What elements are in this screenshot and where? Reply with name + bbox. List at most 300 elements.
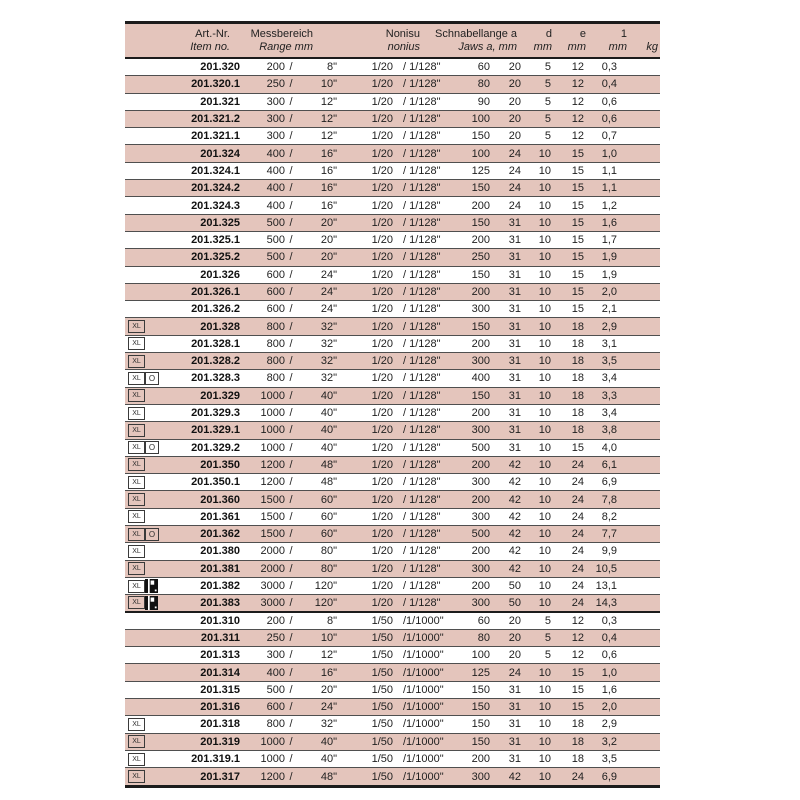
kg-cell: 9,9	[601, 545, 617, 558]
e-cell: 10	[538, 234, 551, 247]
jaws-cell: 80	[477, 631, 490, 644]
f-cell: 15	[571, 147, 584, 160]
xl-icon: XL	[128, 545, 145, 558]
nonius-mm-cell: 1/20	[371, 199, 393, 212]
nonius-mm-cell: 1/20	[371, 147, 393, 160]
badge-slot-1	[125, 510, 145, 523]
nonius-mm-cell: 1/20	[371, 251, 393, 264]
e-cell: 10	[538, 372, 551, 385]
kg-cell: 2,0	[601, 286, 617, 298]
d-cell: 42	[508, 476, 521, 489]
item-no-cell: 201.329.2	[191, 441, 240, 454]
range-inch-cell: 60"	[320, 493, 337, 506]
nonius-inch-cell: / 1/128"	[403, 337, 441, 350]
range-mm-cell: 1500	[260, 528, 285, 541]
badge-slot-1	[125, 476, 145, 489]
table-row	[125, 613, 660, 630]
nonius-inch-cell: / 1/128"	[403, 251, 441, 264]
kg-cell: 1,6	[601, 683, 617, 696]
table-row	[125, 180, 660, 197]
badge-slot-1	[125, 389, 145, 402]
item-no-cell: 201.325.1	[191, 234, 240, 247]
range-slash: /	[289, 95, 293, 108]
d-cell: 24	[508, 199, 521, 212]
table-row	[125, 370, 660, 387]
range-mm-cell: 1500	[260, 510, 285, 523]
badge-slot-2	[145, 528, 169, 541]
range-slash: /	[289, 337, 293, 350]
table-row	[125, 197, 660, 214]
range-slash: /	[289, 545, 293, 558]
range-slash: /	[289, 701, 293, 714]
header-nonius-de: Nonisu	[385, 28, 420, 40]
nonius-inch-cell: /1/1000"	[403, 718, 444, 731]
badge-slot-1	[125, 337, 145, 350]
kg-cell: 0,3	[601, 614, 617, 627]
f-cell: 24	[571, 528, 584, 541]
range-mm-cell: 600	[266, 701, 285, 714]
table-row	[125, 699, 660, 716]
badge-slot-2	[145, 596, 169, 610]
jaws-cell: 150	[471, 130, 490, 143]
jaws-cell: 400	[471, 372, 490, 385]
jaws-cell: 300	[471, 303, 490, 316]
header-item-en: Item no.	[190, 41, 230, 53]
kg-cell: 8,2	[601, 510, 617, 523]
xl-icon: XL	[128, 510, 145, 523]
f-cell: 15	[571, 199, 584, 212]
badge-slot-1	[125, 562, 145, 575]
f-cell: 15	[571, 286, 584, 298]
jaws-cell: 300	[471, 596, 490, 609]
item-no-cell: 201.328.3	[191, 372, 240, 385]
item-no-cell: 201.326.1	[191, 286, 240, 298]
table-row	[125, 422, 660, 439]
range-slash: /	[289, 718, 293, 731]
jaws-cell: 125	[471, 666, 490, 679]
nonius-inch-cell: / 1/128"	[403, 113, 441, 126]
kg-cell: 6,1	[601, 458, 617, 471]
kg-cell: 0,4	[601, 631, 617, 644]
table-row	[125, 491, 660, 508]
nonius-mm-cell: 1/50	[371, 614, 393, 627]
d-cell: 42	[508, 770, 521, 783]
range-slash: /	[289, 355, 293, 368]
badge-slot-1	[125, 407, 145, 420]
jaws-cell: 200	[471, 493, 490, 506]
e-cell: 10	[538, 199, 551, 212]
kg-cell: 6,9	[601, 770, 617, 783]
range-mm-cell: 600	[266, 303, 285, 316]
table-row	[125, 440, 660, 457]
jaws-cell: 100	[471, 649, 490, 662]
range-slash: /	[289, 596, 293, 609]
e-cell: 10	[538, 666, 551, 679]
nonius-inch-cell: / 1/128"	[403, 545, 441, 558]
table-row	[125, 163, 660, 180]
range-inch-cell: 20"	[320, 683, 337, 696]
header-jaws-en: Jaws a, mm	[458, 41, 517, 53]
range-mm-cell: 500	[266, 683, 285, 696]
nonius-mm-cell: 1/20	[371, 493, 393, 506]
f-cell: 18	[571, 718, 584, 731]
e-cell: 10	[538, 337, 551, 350]
range-inch-cell: 40"	[320, 407, 337, 420]
nonius-mm-cell: 1/20	[371, 372, 393, 385]
f-cell: 18	[571, 372, 584, 385]
nonius-inch-cell: / 1/128"	[403, 510, 441, 523]
range-slash: /	[289, 458, 293, 471]
item-no-cell: 201.350.1	[191, 476, 240, 489]
jaws-cell: 500	[471, 441, 490, 454]
nonius-inch-cell: / 1/128"	[403, 130, 441, 143]
range-slash: /	[289, 234, 293, 247]
nonius-inch-cell: / 1/128"	[403, 407, 441, 420]
header-range-en: Range mm	[259, 41, 313, 53]
table-row	[125, 249, 660, 266]
range-mm-cell: 1000	[260, 753, 285, 766]
kg-cell: 7,8	[601, 493, 617, 506]
header-jaws-de: Schnabellange a	[435, 28, 517, 40]
e-cell: 5	[544, 78, 551, 91]
o-icon: O	[145, 372, 159, 385]
table-row	[125, 94, 660, 111]
range-slash: /	[289, 320, 293, 333]
f-cell: 18	[571, 337, 584, 350]
table-row	[125, 232, 660, 249]
nonius-inch-cell: / 1/128"	[403, 95, 441, 108]
item-no-cell: 201.326	[200, 268, 240, 281]
nonius-inch-cell: / 1/128"	[403, 596, 441, 609]
jaws-cell: 100	[471, 147, 490, 160]
range-mm-cell: 3000	[260, 596, 285, 609]
d-cell: 42	[508, 458, 521, 471]
badge-slot-1	[125, 770, 145, 783]
d-cell: 42	[508, 528, 521, 541]
header-nonius	[337, 28, 420, 54]
range-mm-cell: 250	[266, 631, 285, 644]
range-inch-cell: 32"	[320, 372, 337, 385]
jaws-cell: 300	[471, 476, 490, 489]
header-range	[240, 28, 337, 54]
f-cell: 15	[571, 182, 584, 195]
xl-icon: XL	[128, 770, 145, 783]
range-mm-cell: 600	[266, 268, 285, 281]
nonius-inch-cell: / 1/128"	[403, 78, 441, 91]
nonius-inch-cell: / 1/128"	[403, 389, 441, 402]
kg-cell: 1,1	[601, 182, 617, 195]
nonius-inch-cell: / 1/128"	[403, 528, 441, 541]
range-slash: /	[289, 199, 293, 212]
f-cell: 24	[571, 510, 584, 523]
range-mm-cell: 1000	[260, 441, 285, 454]
nonius-inch-cell: /1/1000"	[403, 735, 444, 748]
item-no-cell: 201.316	[200, 701, 240, 714]
item-no-cell: 201.383	[200, 596, 240, 609]
e-cell: 10	[538, 182, 551, 195]
table-row	[125, 716, 660, 733]
table-row	[125, 561, 660, 578]
jaws-cell: 90	[477, 95, 490, 108]
item-no-cell: 201.329	[200, 389, 240, 402]
range-inch-cell: 40"	[320, 753, 337, 766]
kg-cell: 0,4	[601, 78, 617, 91]
e-cell: 10	[538, 510, 551, 523]
table-row	[125, 647, 660, 664]
nonius-mm-cell: 1/50	[371, 666, 393, 679]
f-cell: 24	[571, 562, 584, 575]
range-slash: /	[289, 164, 293, 177]
kg-cell: 2,9	[601, 320, 617, 333]
nonius-inch-cell: /1/1000"	[403, 683, 444, 696]
range-mm-cell: 400	[266, 164, 285, 177]
item-no-cell: 201.326.2	[191, 303, 240, 316]
table-row	[125, 734, 660, 751]
header-jaws	[420, 28, 517, 54]
e-cell: 5	[544, 130, 551, 143]
e-cell: 10	[538, 580, 551, 593]
header-item-no	[125, 28, 240, 54]
kg-cell: 1,0	[601, 147, 617, 160]
f-cell: 15	[571, 683, 584, 696]
nonius-inch-cell: / 1/128"	[403, 580, 441, 593]
d-cell: 31	[508, 389, 521, 402]
e-cell: 10	[538, 147, 551, 160]
e-cell: 10	[538, 389, 551, 402]
d-cell: 50	[508, 596, 521, 609]
nonius-mm-cell: 1/20	[371, 61, 393, 74]
jaws-cell: 200	[471, 286, 490, 298]
xl-icon: XL	[128, 476, 145, 489]
range-inch-cell: 120"	[314, 580, 337, 593]
f-cell: 18	[571, 407, 584, 420]
range-mm-cell: 500	[266, 251, 285, 264]
e-cell: 5	[544, 95, 551, 108]
xl-icon: XL	[128, 320, 145, 333]
range-mm-cell: 1200	[260, 458, 285, 471]
f-cell: 24	[571, 458, 584, 471]
range-mm-cell: 200	[266, 61, 285, 74]
badge-slot-1	[125, 735, 145, 748]
d-cell: 20	[508, 631, 521, 644]
badge-slot-1	[125, 493, 145, 506]
jaws-cell: 150	[471, 718, 490, 731]
e-cell: 10	[538, 596, 551, 609]
nonius-inch-cell: / 1/128"	[403, 147, 441, 160]
header-e-de: e	[579, 28, 586, 40]
xl-icon: XL	[128, 580, 145, 593]
nonius-inch-cell: / 1/128"	[403, 61, 441, 74]
nonius-mm-cell: 1/20	[371, 458, 393, 471]
nonius-inch-cell: / 1/128"	[403, 199, 441, 212]
nonius-inch-cell: / 1/128"	[403, 476, 441, 489]
jaws-cell: 300	[471, 562, 490, 575]
badge-slot-2	[145, 441, 169, 454]
range-inch-cell: 120"	[314, 596, 337, 609]
table-row	[125, 267, 660, 284]
kg-cell: 10,5	[595, 562, 617, 575]
case-icon	[145, 579, 158, 593]
range-slash: /	[289, 147, 293, 160]
xl-icon: XL	[128, 528, 145, 541]
e-cell: 5	[544, 113, 551, 126]
range-mm-cell: 300	[266, 130, 285, 143]
nonius-inch-cell: / 1/128"	[403, 216, 441, 229]
table-row	[125, 284, 660, 301]
jaws-cell: 60	[477, 614, 490, 627]
range-mm-cell: 300	[266, 649, 285, 662]
f-cell: 24	[571, 493, 584, 506]
item-no-cell: 201.324.1	[191, 164, 240, 177]
d-cell: 24	[508, 666, 521, 679]
table-row	[125, 336, 660, 353]
table-row	[125, 405, 660, 422]
range-inch-cell: 12"	[320, 130, 337, 143]
table-row	[125, 595, 660, 612]
e-cell: 10	[538, 718, 551, 731]
nonius-inch-cell: /1/1000"	[403, 649, 444, 662]
range-mm-cell: 2000	[260, 545, 285, 558]
f-cell: 18	[571, 735, 584, 748]
range-slash: /	[289, 683, 293, 696]
nonius-inch-cell: / 1/128"	[403, 286, 441, 298]
f-cell: 15	[571, 216, 584, 229]
range-inch-cell: 60"	[320, 528, 337, 541]
range-inch-cell: 16"	[320, 164, 337, 177]
header-e	[552, 28, 586, 54]
d-cell: 31	[508, 683, 521, 696]
d-cell: 31	[508, 320, 521, 333]
range-mm-cell: 1000	[260, 407, 285, 420]
xl-icon: XL	[128, 337, 145, 350]
d-cell: 24	[508, 147, 521, 160]
e-cell: 10	[538, 216, 551, 229]
item-no-cell: 201.382	[200, 580, 240, 593]
range-mm-cell: 1000	[260, 735, 285, 748]
nonius-inch-cell: / 1/128"	[403, 164, 441, 177]
range-mm-cell: 250	[266, 78, 285, 91]
f-cell: 24	[571, 596, 584, 609]
table-row	[125, 128, 660, 145]
table-row	[125, 388, 660, 405]
item-no-cell: 201.319	[200, 735, 240, 748]
e-cell: 10	[538, 424, 551, 437]
range-mm-cell: 1200	[260, 476, 285, 489]
f-cell: 12	[571, 78, 584, 91]
f-cell: 12	[571, 61, 584, 74]
table-row	[125, 630, 660, 647]
e-cell: 10	[538, 545, 551, 558]
f-cell: 15	[571, 666, 584, 679]
f-cell: 18	[571, 424, 584, 437]
range-inch-cell: 20"	[320, 216, 337, 229]
d-cell: 31	[508, 753, 521, 766]
range-slash: /	[289, 372, 293, 385]
item-no-cell: 201.310	[200, 614, 240, 627]
item-no-cell: 201.329.1	[191, 424, 240, 437]
item-no-cell: 201.362	[200, 528, 240, 541]
e-cell: 10	[538, 528, 551, 541]
jaws-cell: 300	[471, 355, 490, 368]
jaws-cell: 150	[471, 216, 490, 229]
f-cell: 15	[571, 268, 584, 281]
item-no-cell: 201.315	[200, 683, 240, 696]
range-slash: /	[289, 528, 293, 541]
range-inch-cell: 32"	[320, 337, 337, 350]
xl-icon: XL	[128, 596, 145, 609]
range-inch-cell: 24"	[320, 303, 337, 316]
range-mm-cell: 600	[266, 286, 285, 298]
o-icon: O	[145, 528, 159, 541]
kg-cell: 3,2	[601, 735, 617, 748]
range-slash: /	[289, 251, 293, 264]
nonius-mm-cell: 1/20	[371, 528, 393, 541]
d-cell: 31	[508, 407, 521, 420]
range-inch-cell: 10"	[320, 631, 337, 644]
range-mm-cell: 400	[266, 147, 285, 160]
d-cell: 31	[508, 337, 521, 350]
d-cell: 24	[508, 182, 521, 195]
jaws-cell: 80	[477, 78, 490, 91]
range-inch-cell: 20"	[320, 234, 337, 247]
jaws-cell: 60	[477, 61, 490, 74]
range-mm-cell: 1000	[260, 424, 285, 437]
d-cell: 31	[508, 234, 521, 247]
table-row	[125, 526, 660, 543]
f-cell: 15	[571, 701, 584, 714]
range-mm-cell: 500	[266, 216, 285, 229]
header-item-de: Art.-Nr.	[195, 28, 230, 40]
d-cell: 50	[508, 580, 521, 593]
kg-cell: 13,1	[595, 580, 617, 593]
header-d	[517, 28, 552, 54]
nonius-mm-cell: 1/20	[371, 216, 393, 229]
range-inch-cell: 40"	[320, 389, 337, 402]
kg-cell: 0,7	[601, 130, 617, 143]
d-cell: 31	[508, 372, 521, 385]
table-row	[125, 768, 660, 785]
range-slash: /	[289, 753, 293, 766]
f-cell: 18	[571, 320, 584, 333]
e-cell: 10	[538, 303, 551, 316]
badge-slot-1	[125, 458, 145, 471]
nonius-mm-cell: 1/20	[371, 182, 393, 195]
table-row	[125, 543, 660, 560]
item-no-cell: 201.321.1	[191, 130, 240, 143]
range-mm-cell: 1000	[260, 389, 285, 402]
badge-slot-1	[125, 424, 145, 437]
f-cell: 18	[571, 355, 584, 368]
nonius-mm-cell: 1/50	[371, 683, 393, 696]
badge-slot-1	[125, 355, 145, 368]
d-cell: 31	[508, 701, 521, 714]
xl-icon: XL	[128, 562, 145, 575]
nonius-inch-cell: / 1/128"	[403, 493, 441, 506]
range-mm-cell: 800	[266, 372, 285, 385]
d-cell: 20	[508, 78, 521, 91]
badge-slot-1	[125, 596, 145, 609]
f-cell: 15	[571, 303, 584, 316]
jaws-cell: 150	[471, 735, 490, 748]
range-inch-cell: 60"	[320, 510, 337, 523]
e-cell: 10	[538, 458, 551, 471]
item-no-cell: 201.350	[200, 458, 240, 471]
xl-icon: XL	[128, 753, 145, 766]
d-cell: 31	[508, 718, 521, 731]
d-cell: 20	[508, 649, 521, 662]
range-inch-cell: 16"	[320, 666, 337, 679]
f-cell: 18	[571, 753, 584, 766]
